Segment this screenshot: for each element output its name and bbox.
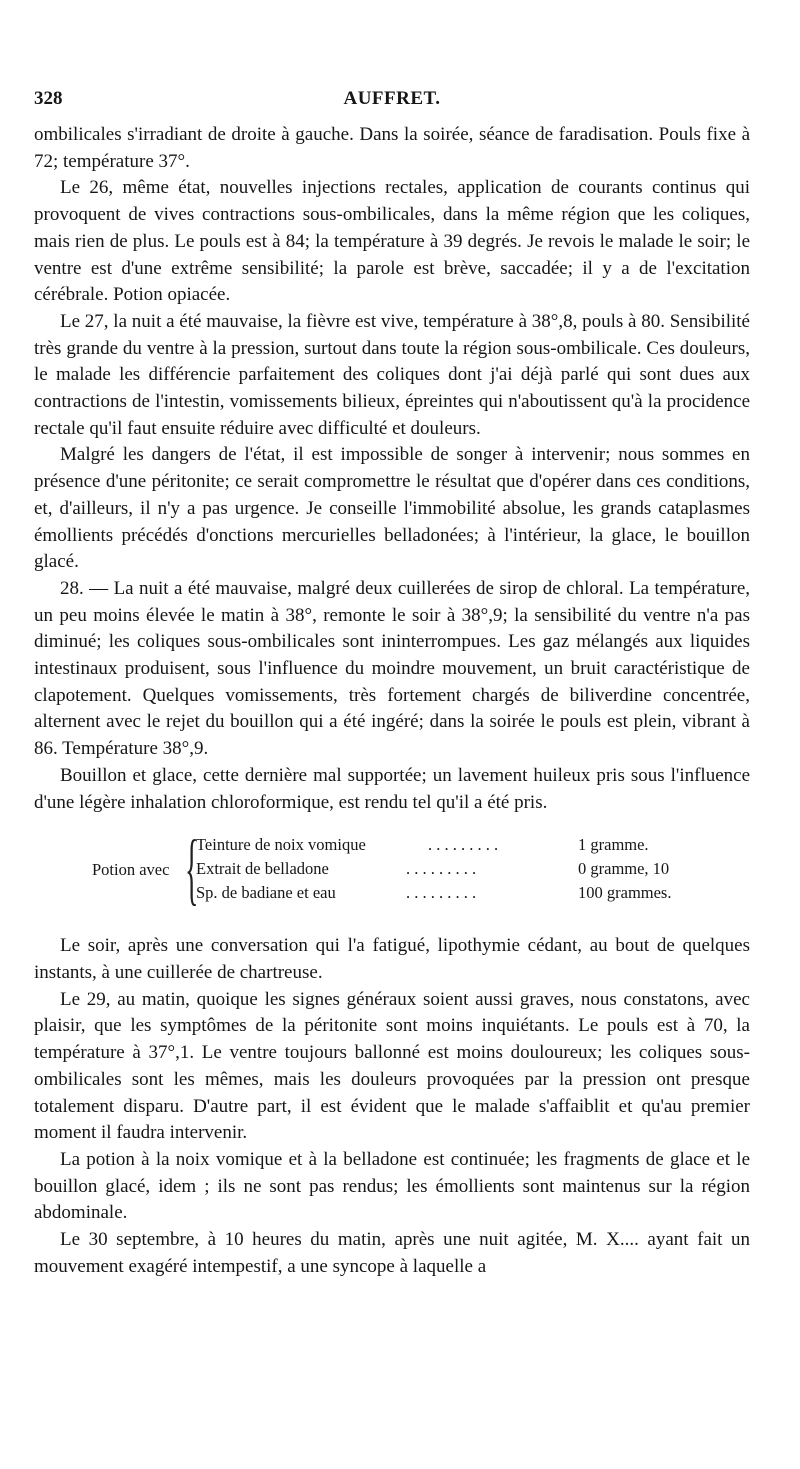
paragraph: La potion à la noix vomique et à la belladone est continuée; les fragments de glace et le bouillon glacé, idem ; ils ne sont pas rendus; les émollients sont maintenus sur la région abdominale. [34,1148,750,1224]
paragraph: Bouillon et glace, cette dernière mal supportée; un lavement huileux pris sous l'influence d'une légère inhalation chloroformique, est rendu tel qu'il a été pris. [34,764,750,813]
prescription-row [196,833,756,857]
page-header [34,88,750,118]
paragraph: Le 27, la nuit a été mauvaise, la fièvre est vive, température à 38°,8, pouls à 80. Sensibilité très grande du ventre à la pression, surtout dans toute la région sous-ombilicale. Ces douleurs, le malade les différencie parfaitement des coliques dont j'ai déjà parlé qui sont dues aux contractions de l'intestin, vomissements bilieux, épreintes qui n'aboutissent qu'à la procidence rectale qu'il faut ensuite réduire avec difficulté et douleurs. [34,310,750,439]
paragraph: Le 30 septembre, à 10 heures du matin, après une nuit agitée, M. X.... ayant fait un mouvement exagéré intempestif, a une syncope à laquelle a [34,1229,750,1277]
paragraph: Le 26, même état, nouvelles injections rectales, application de courants continus qui provoquent de vives contractions sous-ombilicales, dans la même région que les coliques, mais rien de plus. Le pouls est à 84; la température à 39 degrés. Je revois le malade le soir; le ventre est d'une extrême sensibilité; la parole est brève, saccadée; il y a de l'excitation cérébrale. Potion opiacée. [34,177,750,306]
paragraph: ombilicales s'irradiant de droite à gauche. Dans la soirée, séance de faradisation. Pouls fixe à 72; température 37°. [34,124,750,172]
leader-dots: . . . . . . . . . [406,859,477,879]
prescription-label: Potion avec [92,860,170,880]
paragraph: 28. — La nuit a été mauvaise, malgré deux cuillerées de sirop de chloral. La température, un peu moins élevée le matin à 38°, remonte le soir à 38°,9; la sensibilité du ventre n'a pas diminué; les coliques sous-ombilicales sont ininterrompues. Les gaz mélangés aux liquides intestinaux produisent, sous l'influence du moindre mouvement, un bruit caractéristique de clapotement. Quelques vomissements, très fortement chargés de biliverdine concentrée, alternent avec le rejet du bouillon qui a été ingéré; dans la soirée le pouls est plein, vibrant à 86. Température 38°,9. [34,577,750,760]
ingredient-quantity: 1 gramme. [578,835,649,855]
paragraph: Le 29, au matin, quoique les signes généraux soient aussi graves, nous constatons, avec plaisir, que les symptômes de la péritonite sont moins inquiétants. Le pouls est à 70, la température à 37°,1. Le ventre toujours ballonné est moins douloureux; les coliques sous-ombilicales sont les mêmes, mais les douleurs provoquées par la pression ont presque totalement disparu. D'autre part, il est évident que le malade s'affaiblit et qu'au premier moment il faudra intervenir. [34,988,750,1144]
body-text [34,122,750,1280]
prescription-block [34,825,750,915]
ingredient-name: Teinture de noix vomique [196,835,366,855]
prescription-row [196,881,756,905]
ingredient-quantity: 100 grammes. [578,883,672,903]
running-head: AUFFRET. [343,88,441,109]
ingredient-name: Sp. de badiane et eau [196,883,336,903]
prescription-row [196,857,756,881]
leader-dots: . . . . . . . . . [406,883,477,903]
brace-symbol: { [185,825,199,914]
ingredient-quantity: 0 gramme, 10 [578,859,670,879]
ingredient-name: Extrait de belladone [196,859,329,879]
paragraph: Le soir, après une conversation qui l'a fatigué, lipothymie cédant, au bout de quelques instants, à une cuillerée de chartreuse. [34,935,750,983]
leader-dots: . . . . . . . . . [428,835,499,855]
page-number: 328 [34,88,63,109]
paragraph: Malgré les dangers de l'état, il est impossible de songer à intervenir; nous sommes en présence d'une péritonite; ce serait compromettre le résultat que d'opérer dans ces conditions, et, d'ailleurs, il n'y a pas urgence. Je conseille l'immobilité absolue, les grands cataplasmes émollients précédés d'onctions mercurielles belladonées; à l'intérieur, la glace, le bouillon glacé. [34,444,750,573]
